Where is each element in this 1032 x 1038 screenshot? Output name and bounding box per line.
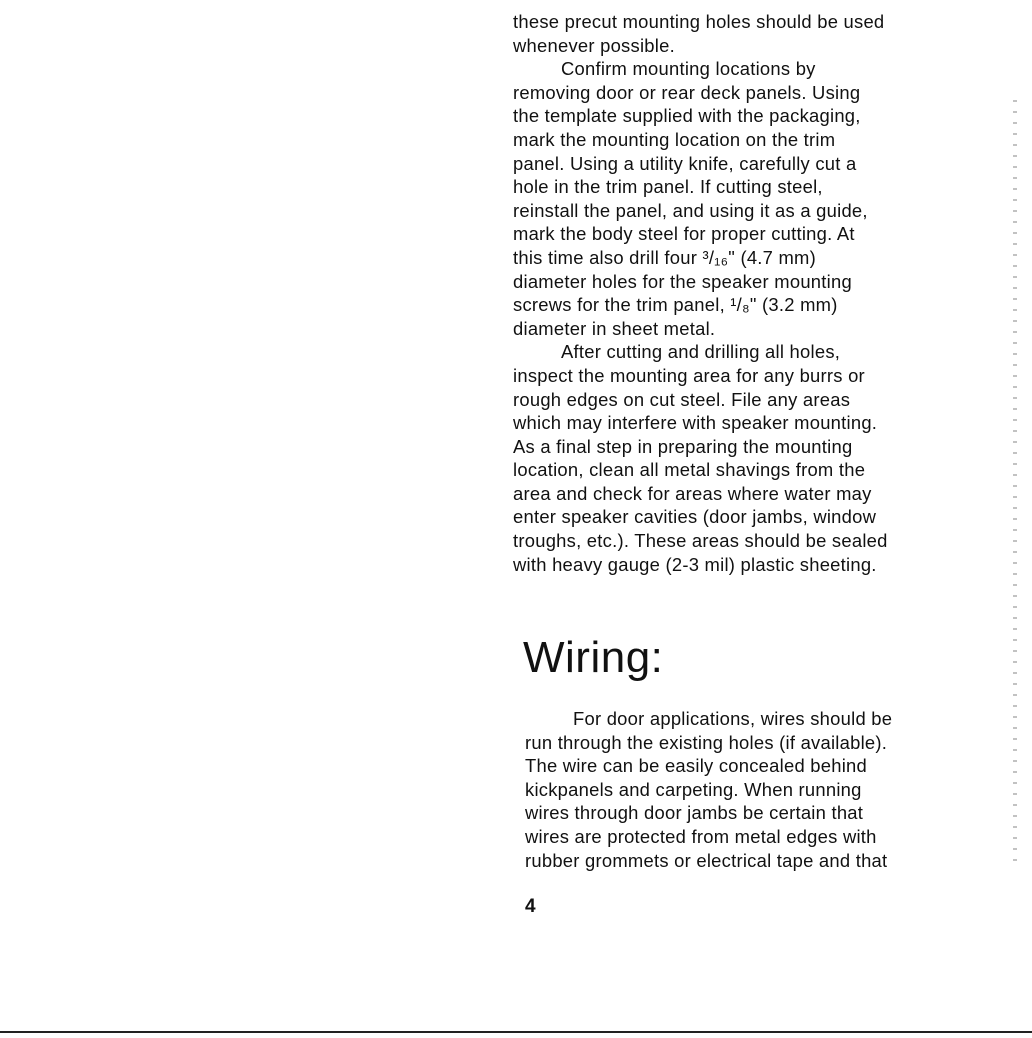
text-line: removing door or rear deck panels. Using [513,81,861,103]
text-line: After cutting and drilling all holes, [561,341,841,363]
text-line: The wire can be easily concealed behind [525,755,868,777]
text-line: hole in the trim panel. If cutting steel, [513,176,823,198]
text-line: rubber grommets or electrical tape and that [525,849,888,871]
text-line: run through the existing holes (if available). [525,731,888,753]
text-line: which may interfere with speaker mounting. [513,412,878,434]
text-line: diameter in sheet metal. [513,317,716,339]
bottom-border [0,1031,1032,1033]
text-line: whenever possible. [513,34,675,56]
text-line: the template supplied with the packaging, [513,105,861,127]
text-line: mark the body steel for proper cutting. At [513,223,855,245]
text-line: location, clean all metal shavings from the [513,459,866,481]
text-line: troughs, etc.). These areas should be sealed [513,530,888,552]
text-line: this time also drill four ³/₁₆" (4.7 mm) [513,246,817,268]
mounting-text-column [513,10,993,576]
text-line: screws for the trim panel, ¹/₈" (3.2 mm) [513,294,838,316]
text-line: Confirm mounting locations by [561,58,816,80]
text-line: diameter holes for the speaker mounting [513,270,852,292]
wiring-paragraph [525,707,1005,872]
text-line: inspect the mounting area for any burrs or [513,364,865,386]
scan-edge-marks [1013,100,1017,870]
text-line: area and check for areas where water may [513,482,872,504]
wiring-heading: Wiring: [523,633,664,682]
text-line: For door applications, wires should be [573,708,893,729]
text-line: wires are protected from metal edges with [525,825,877,847]
text-line: rough edges on cut steel. File any areas [513,388,851,410]
text-line: kickpanels and carpeting. When running [525,778,862,800]
text-line: mark the mounting location on the trim [513,128,836,150]
text-line: As a final step in preparing the mounting [513,435,853,457]
text-line: these precut mounting holes should be used [513,11,885,32]
mounting-paragraphs [513,10,993,576]
text-line: panel. Using a utility knife, carefully cut a [513,152,857,174]
wiring-text-column [525,707,1005,872]
text-line: wires through door jambs be certain that [525,802,864,824]
text-line: reinstall the panel, and using it as a guide, [513,199,868,221]
text-line: with heavy gauge (2-3 mil) plastic sheeting. [513,553,877,575]
page-number: 4 [525,896,536,917]
text-line: enter speaker cavities (door jambs, window [513,506,877,528]
